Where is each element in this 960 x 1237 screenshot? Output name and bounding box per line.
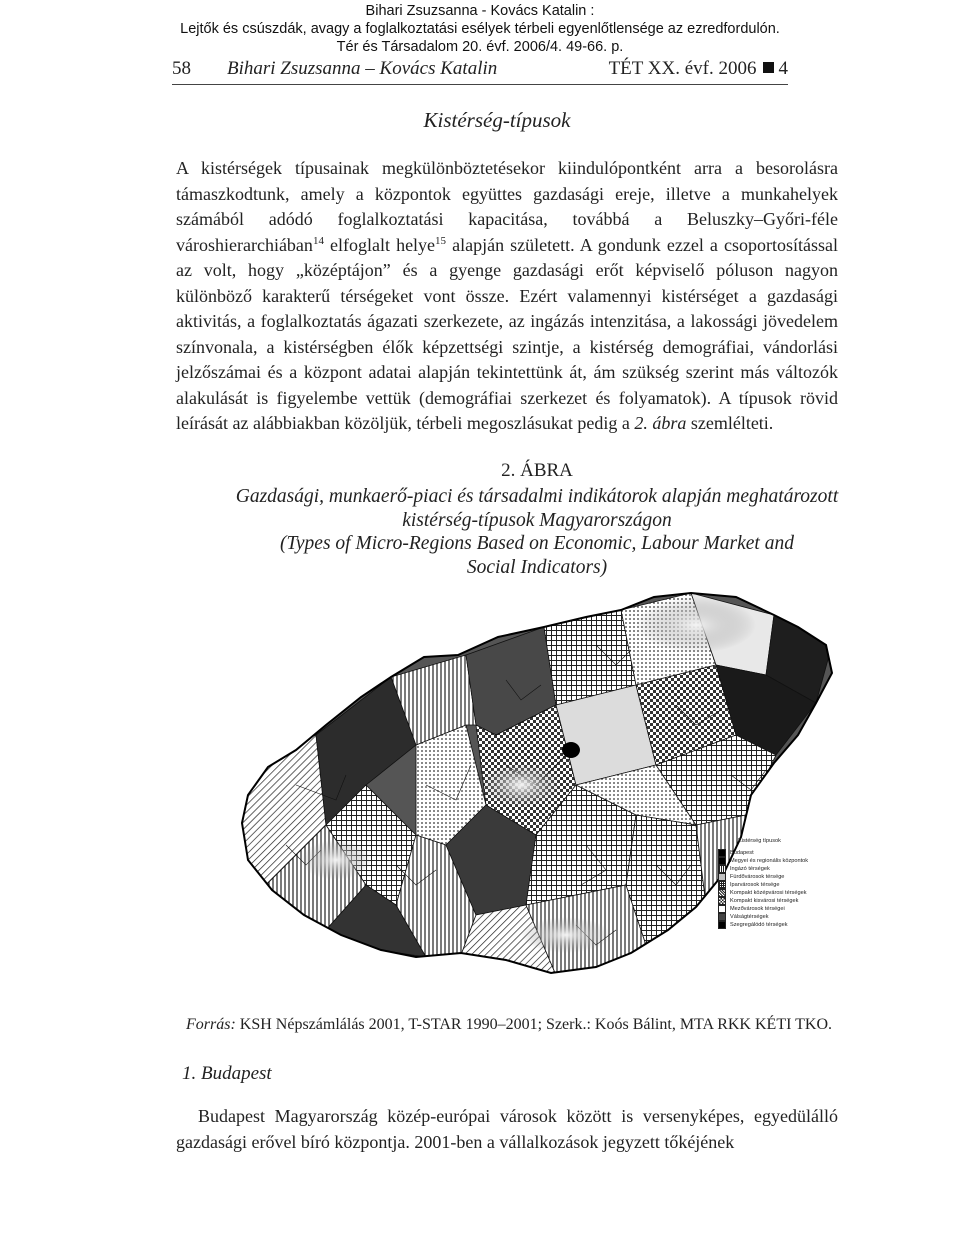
- citation-authors: Bihari Zsuzsanna - Kovács Katalin :: [365, 3, 595, 19]
- paragraph-segment: alapján született. A gondunk ezzel a csoportosítással az volt, hogy „középtájon” és a gyenge gazdasági erőt képviselő póluson nagyon különböző karakterű térségeket vont össze. Ezért valamennyi kistérséget a gazdasági aktivitás, a foglalkoztatás ágazati szerkezete, az ingázás intenzitása, a lakossági jövedelem színvonala, a kistérségben élők képzettségi szintje, a kistérség demográfiai, vándorlási jelzőszámai és a központ adatai alapján tekintettünk át, ám szükség szerint más változók alakulását is figyelembe vettük (demográfiai szerkezet és folyamatok). A típusok rövid leírását az alábbiakban közöljük, térbeli megoszlásukat pedig a: [176, 234, 838, 433]
- legend-item: [718, 889, 838, 897]
- legend-label: Ingázó térségek: [730, 865, 770, 872]
- citation-title: Lejtők és csúszdák, avagy a foglalkoztatási esélyek térbeli egyenlőtlensége az ezredfordulón.: [180, 21, 780, 37]
- caption-line: Gazdasági, munkaerő-piaci és társadalmi indikátorok alapján meghatározott: [235, 486, 839, 507]
- legend-label: Kompakt kisvárosi térségek: [730, 897, 799, 904]
- map-regions: [176, 585, 838, 1005]
- subsection-title: 1. Budapest: [182, 1063, 272, 1084]
- legend-swatch: [718, 873, 726, 881]
- legend-label: Kompakt középvárosi térségek: [730, 889, 807, 896]
- legend-item: [718, 849, 838, 857]
- source-text: KSH Népszámlálás 2001, T-STAR 1990–2001; Szerk.: Koós Bálint, MTA RKK KÉTI TKO.: [235, 1016, 833, 1033]
- legend-swatch: [718, 921, 726, 929]
- legend-item: [718, 905, 838, 913]
- citation-source: Tér és Társadalom 20. évf. 2006/4. 49-66. p.: [336, 39, 624, 55]
- paragraph-text: Budapest Magyarország közép-európai városok között is versenyképes, egyedülálló gazdasági erővel bíró központja. 2001-ben a vállalkozások jegyzett tőkéjének: [176, 1106, 838, 1152]
- body-paragraph-2: [176, 1104, 838, 1155]
- legend-label: Megyei és regionális központok: [730, 857, 809, 864]
- legend-label: Iparvárosok térsége: [730, 881, 780, 888]
- legend-item: [718, 857, 838, 865]
- map-figure: [176, 585, 838, 1005]
- figure-number: 2. ÁBRA: [501, 460, 573, 481]
- square-bullet-icon: [763, 62, 774, 73]
- journal-volume: TÉT XX. évf. 2006: [608, 58, 757, 79]
- legend-label: Budapest: [730, 849, 754, 856]
- paragraph-text: [176, 156, 838, 437]
- legend-item: [718, 873, 838, 881]
- legend-label: Mezővárosok térségei: [730, 905, 785, 912]
- map-legend: [718, 838, 838, 929]
- caption-line: Social Indicators): [466, 556, 608, 578]
- legend-swatch: [718, 857, 726, 865]
- budapest-marker: [562, 742, 580, 758]
- legend-swatch: [718, 865, 726, 873]
- running-head-journal: [609, 58, 788, 80]
- legend-swatch: [718, 905, 726, 913]
- legend-swatch: [718, 897, 726, 905]
- caption-line: kistérség-típusok Magyarországon: [402, 509, 672, 531]
- journal-issue: 4: [778, 58, 788, 79]
- footnote-ref[interactable]: 14: [312, 234, 324, 247]
- paragraph-segment: elfoglalt helye: [323, 234, 436, 255]
- legend-item: [718, 921, 838, 929]
- legend-label: Válságtérségek: [730, 913, 769, 920]
- citation-header: [0, 2, 960, 56]
- legend-title: Kistérség típusok: [738, 838, 781, 844]
- footnote-ref[interactable]: 15: [435, 234, 447, 247]
- paragraph-segment: szemlélteti.: [686, 413, 774, 433]
- caption-line: (Types of Micro-Regions Based on Economic, Labour Market and: [280, 533, 794, 554]
- legend-label: Szegregálódó térségek: [730, 921, 788, 928]
- paragraph-segment: A kistérségek típusainak megkülönböztetésekor kiindulópontként arra a besorolásra támaszkodtunk, amely a központok együttes gazdasági ereje, illetve a munkahelyek számából adódó foglalkoztatási kapacitása, továbbá a Beluszky–Győri-féle városhierarchiában: [176, 158, 838, 255]
- page-number: 58: [172, 58, 191, 79]
- header-rule: [172, 84, 788, 85]
- hungary-microregion-map: [176, 585, 838, 1005]
- running-head-authors: Bihari Zsuzsanna – Kovács Katalin: [227, 58, 498, 79]
- body-paragraph-1: [176, 156, 838, 437]
- legend-label: Fürdővárosok térsége: [730, 873, 785, 880]
- legend-swatch: [718, 889, 726, 897]
- legend-items: [718, 849, 838, 929]
- legend-item: [718, 881, 838, 889]
- source-label: Forrás:: [186, 1016, 236, 1033]
- legend-item: [718, 913, 838, 921]
- legend-swatch: [718, 913, 726, 921]
- figure-reference: 2. ábra: [634, 413, 687, 433]
- figure-source: [186, 1016, 846, 1034]
- legend-item: [718, 865, 838, 873]
- legend-swatch: [718, 881, 726, 889]
- figure-caption: [172, 485, 902, 579]
- legend-swatch: [718, 849, 726, 857]
- legend-item: [718, 897, 838, 905]
- section-title: Kistérség-típusok: [423, 108, 571, 132]
